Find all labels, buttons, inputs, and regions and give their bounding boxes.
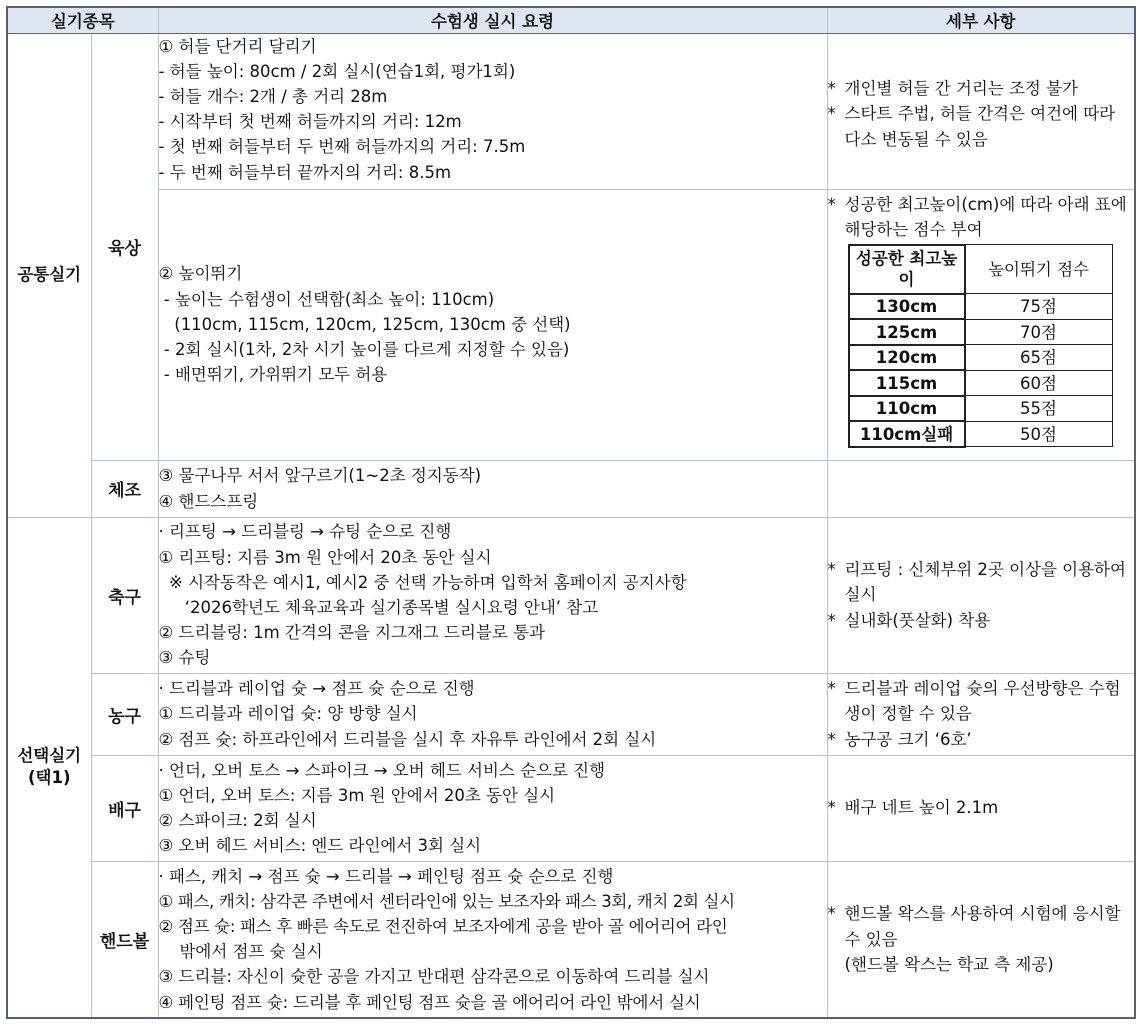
handball-line: 밖에서 점프 슛 실시 — [158, 942, 323, 962]
score-value: 55점 — [965, 396, 1113, 422]
handball-line: ③ 드리블: 자신이 슛한 공을 가지고 반대편 삼각콘으로 이동하여 드리블 실시 — [158, 967, 710, 987]
high-jump-line: - 배면뛰기, 가위뛰기 모두 허용 — [158, 365, 388, 385]
volleyball-detail — [827, 755, 1135, 861]
score-table — [848, 244, 1113, 448]
score-value: 70점 — [965, 319, 1113, 345]
hurdles-line: - 두 번째 허들부터 끝까지의 거리: 8.5m — [158, 162, 452, 182]
asterisk-mark: * — [827, 104, 836, 124]
asterisk-mark: * — [827, 679, 836, 699]
score-height: 115cm — [849, 370, 965, 396]
score-row — [849, 370, 1113, 396]
category-optional: 선택실기 (택1) — [7, 517, 91, 1018]
category-common: 공통실기 — [7, 33, 91, 517]
volleyball-line: ③ 오버 헤드 서비스: 엔드 라인에서 3회 실시 — [158, 836, 482, 856]
header-detail: 세부 사항 — [827, 7, 1135, 33]
hurdles-line: ① 허들 단거리 달리기 — [158, 36, 317, 56]
soccer-line: · 리프팅 → 드리블링 → 슈팅 순으로 진행 — [158, 522, 452, 542]
score-value: 65점 — [965, 345, 1113, 371]
score-height: 110cm — [849, 396, 965, 422]
handball-guideline — [158, 861, 827, 1018]
score-table-header — [849, 245, 1113, 294]
volleyball-line: · 언더, 오버 토스 → 스파이크 → 오버 헤드 서비스 순으로 진행 — [158, 760, 606, 780]
header-row — [7, 7, 1135, 33]
high-jump-line: - 2회 실시(1차, 2차 시기 높이를 다르게 지정할 수 있음) — [158, 340, 570, 360]
high-jump-line: ② 높이뛰기 — [158, 264, 243, 284]
asterisk-mark: * — [827, 560, 836, 580]
subcategory-volleyball: 배구 — [91, 755, 158, 861]
gymnastics-line: ③ 물구나무 서서 앞구르기(1~2초 정지동작) — [158, 466, 482, 486]
row-gymnastics — [7, 460, 1135, 517]
score-value: 75점 — [965, 294, 1113, 320]
detail-note: (핸드볼 왁스는 학교 측 제공) — [844, 954, 1054, 974]
hurdles-line: - 시작부터 첫 번째 허들까지의 거리: 12m — [158, 112, 462, 132]
handball-line: ① 패스, 캐치: 삼각콘 주변에서 센터라인에 있는 보조자와 패스 3회, 캐치 2회 실시 — [158, 891, 735, 911]
row-handball — [7, 861, 1135, 1018]
score-value: 50점 — [965, 421, 1113, 447]
header-event: 실기종목 — [7, 7, 158, 33]
asterisk-mark: * — [827, 79, 836, 99]
score-col-height: 성공한 최고높이 — [849, 245, 965, 294]
high-jump-line: (110cm, 115cm, 120cm, 125cm, 130cm 중 선택) — [158, 314, 571, 334]
detail-item: * 스타트 주법, 허들 간격은 여건에 따라 다소 변동될 수 있음 — [828, 101, 1135, 151]
subcategory-soccer: 축구 — [91, 517, 158, 673]
row-soccer — [7, 517, 1135, 673]
hurdles-line: - 첫 번째 허들부터 두 번째 허들까지의 거리: 7.5m — [158, 137, 526, 157]
subcategory-basketball: 농구 — [91, 673, 158, 755]
soccer-line: ① 리프팅: 지름 3m 원 안에서 20초 동안 실시 — [158, 547, 492, 567]
asterisk-mark: * — [827, 729, 836, 749]
high-jump-detail — [827, 189, 1135, 460]
hurdles-guideline — [158, 33, 827, 189]
gymnastics-detail — [827, 460, 1135, 517]
score-height: 120cm — [849, 345, 965, 371]
basketball-guideline — [158, 673, 827, 755]
asterisk-mark: * — [827, 798, 836, 818]
gymnastics-guideline — [158, 460, 827, 517]
exam-guide-table — [6, 6, 1136, 1019]
header-guideline: 수험생 실시 요령 — [158, 7, 827, 33]
detail-item: * 실내화(풋살화) 착용 — [828, 608, 1135, 633]
subcategory-handball: 핸드볼 — [91, 861, 158, 1018]
score-col-score: 높이뛰기 점수 — [965, 245, 1113, 294]
high-jump-line: - 높이는 수험생이 선택함(최소 높이: 110cm) — [158, 289, 495, 309]
detail-item: * 드리블과 레이업 슛의 우선방향은 수험생이 정할 수 있음 — [828, 676, 1135, 726]
asterisk-mark: * — [827, 904, 836, 924]
detail-item: * 개인별 허들 간 거리는 조정 불가 — [828, 76, 1135, 101]
soccer-line: ‘2026학년도 체육교육과 실기종목별 실시요령 안내’ 참고 — [158, 598, 599, 617]
row-volleyball — [7, 755, 1135, 861]
row-basketball — [7, 673, 1135, 755]
volleyball-guideline — [158, 755, 827, 861]
basketball-line: · 드리블과 레이업 슛 → 점프 슛 순으로 진행 — [158, 679, 475, 699]
high-jump-guideline — [158, 189, 827, 460]
basketball-line: ② 점프 슛: 하프라인에서 드리블을 실시 후 자유투 라인에서 2회 실시 — [158, 729, 657, 749]
hurdles-detail — [827, 33, 1135, 189]
row-hurdles — [7, 33, 1135, 189]
soccer-line: ※ 시작동작은 예시1, 예시2 중 선택 가능하며 입학처 홈페이지 공지사항 — [158, 572, 687, 592]
handball-line: · 패스, 캐치 → 점프 슛 → 드리블 → 페인팅 점프 슛 순으로 진행 — [158, 866, 614, 886]
soccer-detail — [827, 517, 1135, 673]
score-value: 60점 — [965, 370, 1113, 396]
score-height: 130cm — [849, 294, 965, 320]
soccer-guideline — [158, 517, 827, 673]
score-row — [849, 319, 1113, 345]
score-row — [849, 345, 1113, 371]
handball-line: ④ 페인팅 점프 슛: 드리블 후 페인팅 점프 슛을 골 에어리어 라인 밖에서 실시 — [158, 992, 701, 1012]
basketball-line: ① 드리블과 레이업 슛: 양 방향 실시 — [158, 704, 418, 724]
row-high-jump — [7, 189, 1135, 460]
basketball-detail — [827, 673, 1135, 755]
handball-detail — [827, 861, 1135, 1018]
asterisk-mark: * — [827, 194, 836, 214]
score-row — [849, 294, 1113, 320]
detail-item: * 리프팅 : 신체부위 2곳 이상을 이용하여 실시 — [828, 557, 1135, 607]
detail-item: * 성공한 최고높이(cm)에 따라 아래 표에 해당하는 점수 부여 — [828, 192, 1135, 242]
subcategory-gymnastics: 체조 — [91, 460, 158, 517]
gymnastics-line: ④ 핸드스프링 — [158, 491, 259, 511]
hurdles-line: - 허들 높이: 80cm / 2회 실시(연습1회, 평가1회) — [158, 61, 516, 81]
score-height: 125cm — [849, 319, 965, 345]
score-row — [849, 396, 1113, 422]
handball-line: ② 점프 슛: 패스 후 빠른 속도로 전진하여 보조자에게 공을 받아 골 에어리어 라인 — [158, 917, 728, 937]
volleyball-line: ① 언더, 오버 토스: 지름 3m 원 안에서 20초 동안 실시 — [158, 785, 556, 805]
soccer-line: ③ 슈팅 — [158, 648, 211, 668]
detail-item: * 핸드볼 왁스를 사용하여 시험에 응시할 수 있음 — [828, 901, 1135, 951]
hurdles-line: - 허들 개수: 2개 / 총 거리 28m — [158, 86, 388, 106]
volleyball-line: ② 스파이크: 2회 실시 — [158, 811, 317, 830]
score-row — [849, 421, 1113, 447]
subcategory-athletics: 육상 — [91, 33, 158, 460]
score-height: 110cm실패 — [849, 421, 965, 447]
detail-item: * 농구공 크기 ‘6호’ — [828, 727, 1135, 752]
asterisk-mark: * — [827, 610, 836, 630]
soccer-line: ② 드리블링: 1m 간격의 콘을 지그재그 드리블로 통과 — [158, 623, 545, 643]
detail-item: * 배구 네트 높이 2.1m — [828, 795, 1135, 820]
